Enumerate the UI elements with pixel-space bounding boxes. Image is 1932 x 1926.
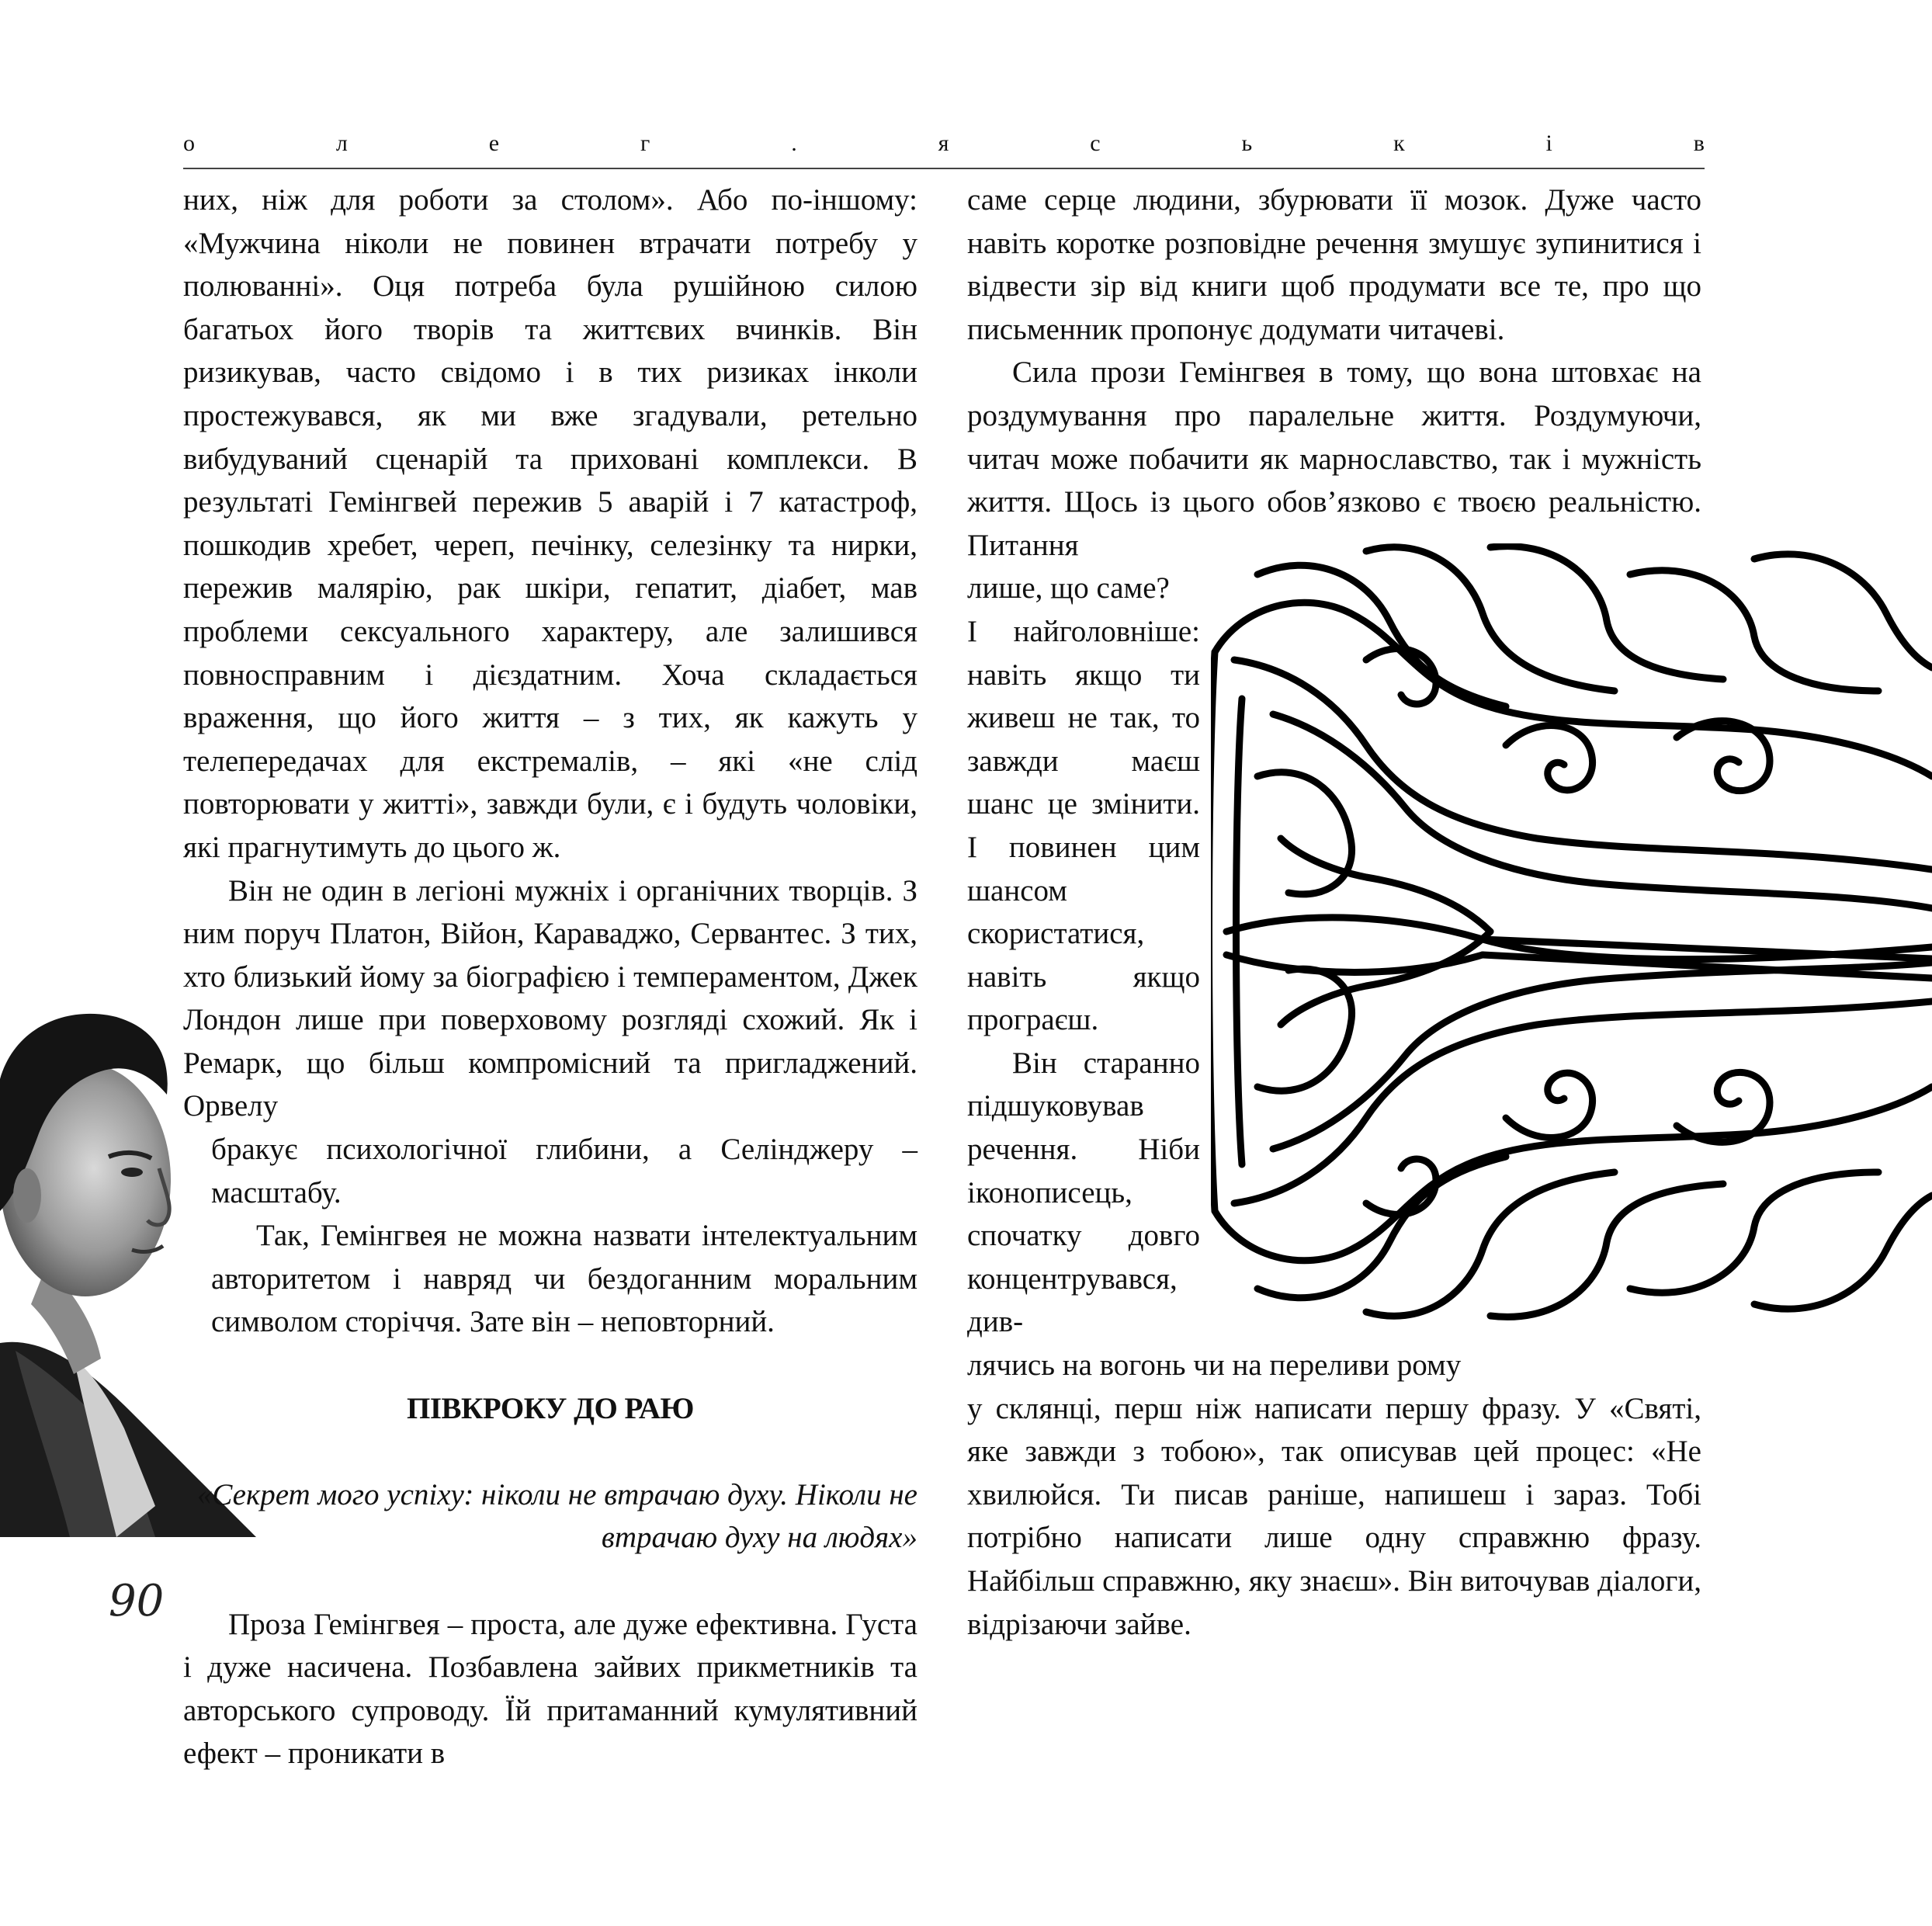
- epigraph: «Секрет мого успіху: ніколи не втрачаю духу. Ніколи не втрачаю духу на людях»: [196, 1477, 917, 1555]
- section-heading: ПІВКРОКУ ДО РАЮ: [407, 1391, 694, 1425]
- hyphenated-word-start: див-: [967, 1305, 1024, 1339]
- running-head-letter: е: [488, 130, 500, 156]
- running-head-letter: г: [640, 130, 650, 156]
- running-head: [183, 126, 1705, 157]
- narrow-paragraph: [967, 1042, 1200, 1344]
- running-head-letter: ь: [1241, 130, 1253, 156]
- right-column: [967, 179, 1701, 1646]
- page-number: 90: [109, 1576, 165, 1626]
- paragraph-line: лячись на вогонь чи на переливи рому: [967, 1348, 1462, 1383]
- paragraph: Так, Гемінгвея не можна назвати інтелектуальним авторитетом і навряд чи бездоганним моральним символом сторіччя. Зате він – неповторний.: [211, 1219, 917, 1339]
- narrow-paragraph: І найголовніше: навіть якщо ти живеш не так, то завжди маєш шанс це змінити. І повинен цим шансом скористатися, навіть якщо програєш.: [967, 614, 1200, 1037]
- running-head-letter: л: [335, 130, 348, 156]
- running-head-letter: .: [791, 130, 797, 156]
- running-head-letter: і: [1545, 130, 1552, 156]
- paragraph: них, ніж для роботи за столом». Або по-іншому: «Мужчина ніколи не повинен втрачати потребу у полюванні». Оця потреба була рушійною силою багатьох його творів та життєвих вчинків. Він ризикував, часто свідомо і в тих ризиках інколи простежувався, як ми вже згадували, ретельно вибудуваний сценарій та приховані комплекси. В результаті Гемінгвей пережив 5 аварій і 7 катастроф, пошкодив хребет, череп, печінку, селезінку та нирки, пережив малярію, рак шкіри, гепатит, діабет, мав проблеми сексуального характеру, але залишився повносправним і дієздатним. Хоча складається враження, що його життя – з тих, як кажуть у телепередачах для екстремалів, – які «не слід повторювати у житті», завжди були, є і будуть чоловіки, які прагнутимуть до цього ж.: [183, 183, 917, 864]
- paragraph: Сила прози Гемінгвея в тому, що вона штовхає на роздумування про паралельне життя. Роздумуючи, читач може побачити як марнославство, так і мужність життя. Щось із цього обов’язково є твоєю реальністю. Питання: [967, 356, 1701, 562]
- paragraph: саме серце людини, збурювати її мозок. Дуже часто навіть коротке розповідне речення змушує зупинитися і відвести зір від книги щоб продумати все те, про що письменник пропонує додумати читачеві.: [967, 183, 1701, 346]
- paragraph-continuation: бракує психологічної глибини, а Селінджеру – масштабу.: [211, 1133, 917, 1209]
- running-head-letter: к: [1393, 130, 1405, 156]
- paragraph-line: лише, що саме?: [967, 571, 1170, 606]
- paragraph: Він не один в легіоні мужніх і органічних творців. З ним поруч Платон, Війон, Караваджо, Сервантес. З тих, хто близький йому за біографією і темпераментом, Джек Лондон лише при поверховому розгляді схожий. Як і Ремарк, що більш компромісний та пригладжений. Орвелу: [183, 873, 917, 1123]
- running-head-letter: о: [183, 130, 195, 156]
- running-head-letter: с: [1090, 130, 1101, 156]
- paragraph-text: Він старанно підшуковував речення. Ніби іконописець, спочатку довго концентрувався,: [967, 1046, 1200, 1296]
- running-head-letter: в: [1693, 130, 1705, 156]
- paragraph: Проза Гемінгвея – проста, але дуже ефективна. Густа і дуже насичена. Позбавлена зайвих прикметників та авторського супроводу. Їй притаманний кумулятивний ефект – проникати в: [183, 1607, 917, 1771]
- spacer: [183, 1430, 917, 1473]
- header-rule: [183, 168, 1705, 169]
- running-head-letter: я: [938, 130, 949, 156]
- paragraph: у склянці, перш ніж написати першу фразу. У «Святі, яке завжди з тобою», так описував цей процес: «Не хвилюйся. Ти писав раніше, напишеш і зараз. Тобі потрібно написати лише одну справжню фразу. Найбільш справжню, яку знаєш». Він виточував діалоги, відрізаючи зайве.: [967, 1391, 1701, 1641]
- spacer: [183, 1560, 917, 1603]
- spacer: [183, 1344, 917, 1387]
- left-column: [183, 179, 917, 1775]
